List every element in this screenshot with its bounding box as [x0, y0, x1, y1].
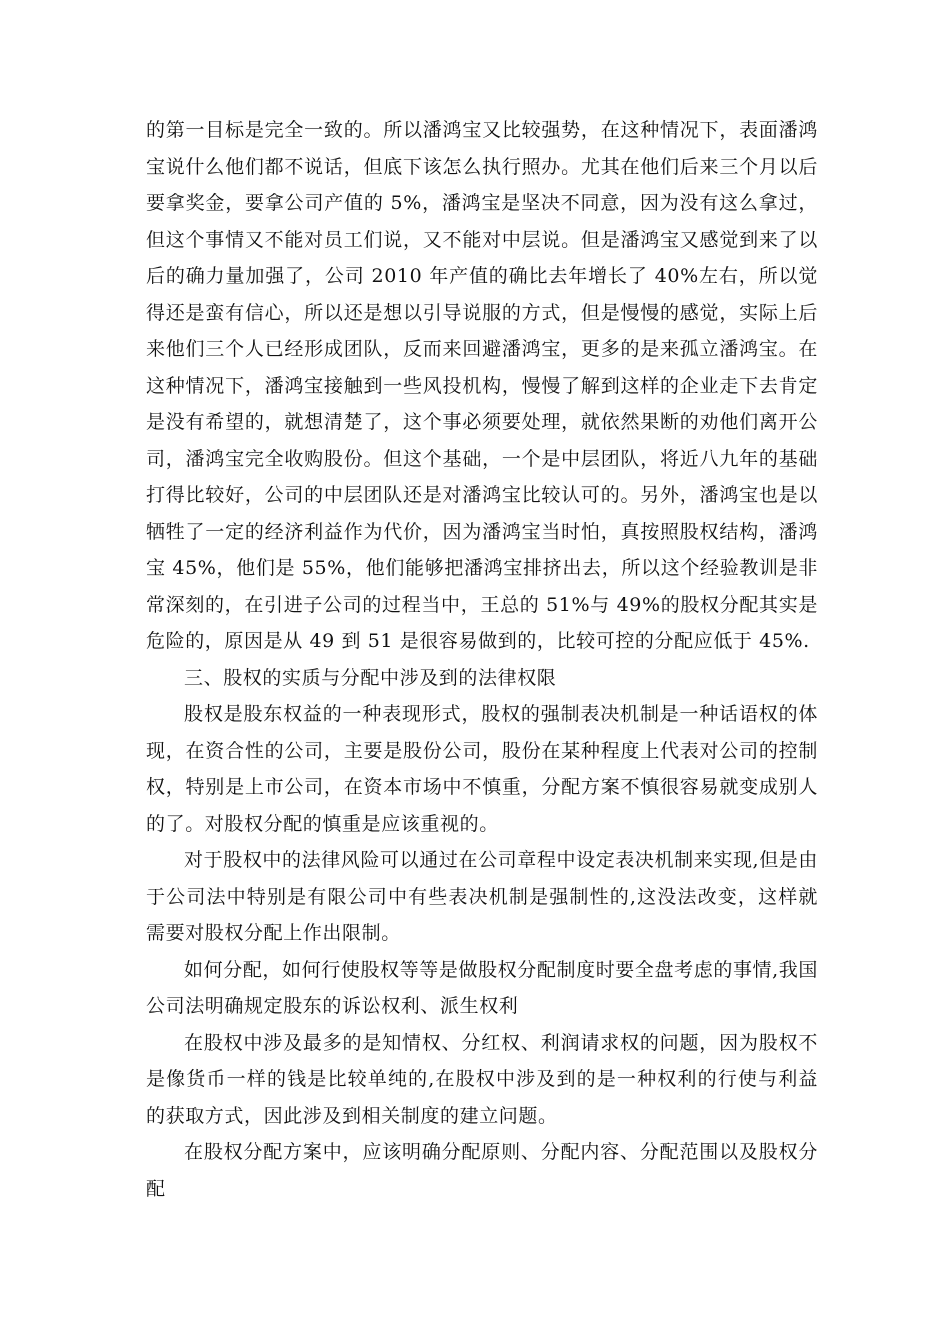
paragraph-4: 如何分配，如何行使股权等等是做股权分配制度时要全盘考虑的事情,我国公司法明确规定股东的诉讼权利、派生权利 — [146, 958, 818, 1017]
paragraph-6: 在股权分配方案中，应该明确分配原则、分配内容、分配范围以及股权分配 — [146, 1141, 818, 1200]
document-body — [146, 112, 818, 1207]
paragraph-1: 的第一目标是完全一致的。所以潘鸿宝又比较强势，在这种情况下，表面潘鸿宝说什么他们都不说话，但底下该怎么执行照办。尤其在他们后来三个月以后要拿奖金，要拿公司产值的 5%，潘鸿宝是坚决不同意，因为没有这么拿过，但这个事情又不能对员工们说，又不能对中层说。但是潘鸿宝又感觉到来了以后的确力量加强了，公司 2010 年产值的确比去年增长了 40%左右，所以觉得还是蛮有信心，所以还是想以引导说服的方式，但是慢慢的感觉，实际上后来他们三个人已经形成团队，反而来回避潘鸿宝，更多的是来孤立潘鸿宝。在这种情况下，潘鸿宝接触到一些风投机构，慢慢了解到这样的企业走下去肯定是没有希望的，就想清楚了，这个事必须要处理，就依然果断的劝他们离开公司，潘鸿宝完全收购股份。但这个基础，一个是中层团队，将近八九年的基础打得比较好，公司的中层团队还是对潘鸿宝比较认可的。另外，潘鸿宝也是以牺牲了一定的经济利益作为代价，因为潘鸿宝当时怕，真按照股权结构，潘鸿宝 45%，他们是 55%，他们能够把潘鸿宝排挤出去，所以这个经验教训是非常深刻的，在引进子公司的过程当中，王总的 51%与 49%的股权分配其实是危险的，原因是从 49 到 51 是很容易做到的，比较可控的分配应低于 45%. — [146, 119, 818, 652]
paragraph-3: 对于股权中的法律风险可以通过在公司章程中设定表决机制来实现,但是由于公司法中特别是有限公司中有些表决机制是强制性的,这没法改变，这样就需要对股权分配上作出限制。 — [146, 849, 818, 944]
paragraph-2: 股权是股东权益的一种表现形式，股权的强制表决机制是一种话语权的体现，在资合性的公司，主要是股份公司，股份在某种程度上代表对公司的控制权，特别是上市公司，在资本市场中不慎重，分配方案不慎很容易就变成别人的了。对股权分配的慎重是应该重视的。 — [146, 703, 818, 835]
paragraph-5: 在股权中涉及最多的是知情权、分红权、利润请求权的问题，因为股权不是像货币一样的钱是比较单纯的,在股权中涉及到的是一种权利的行使与利益的获取方式，因此涉及到相关制度的建立问题。 — [146, 1031, 818, 1127]
section-heading-3: 三、股权的实质与分配中涉及到的法律权限 — [184, 666, 557, 689]
